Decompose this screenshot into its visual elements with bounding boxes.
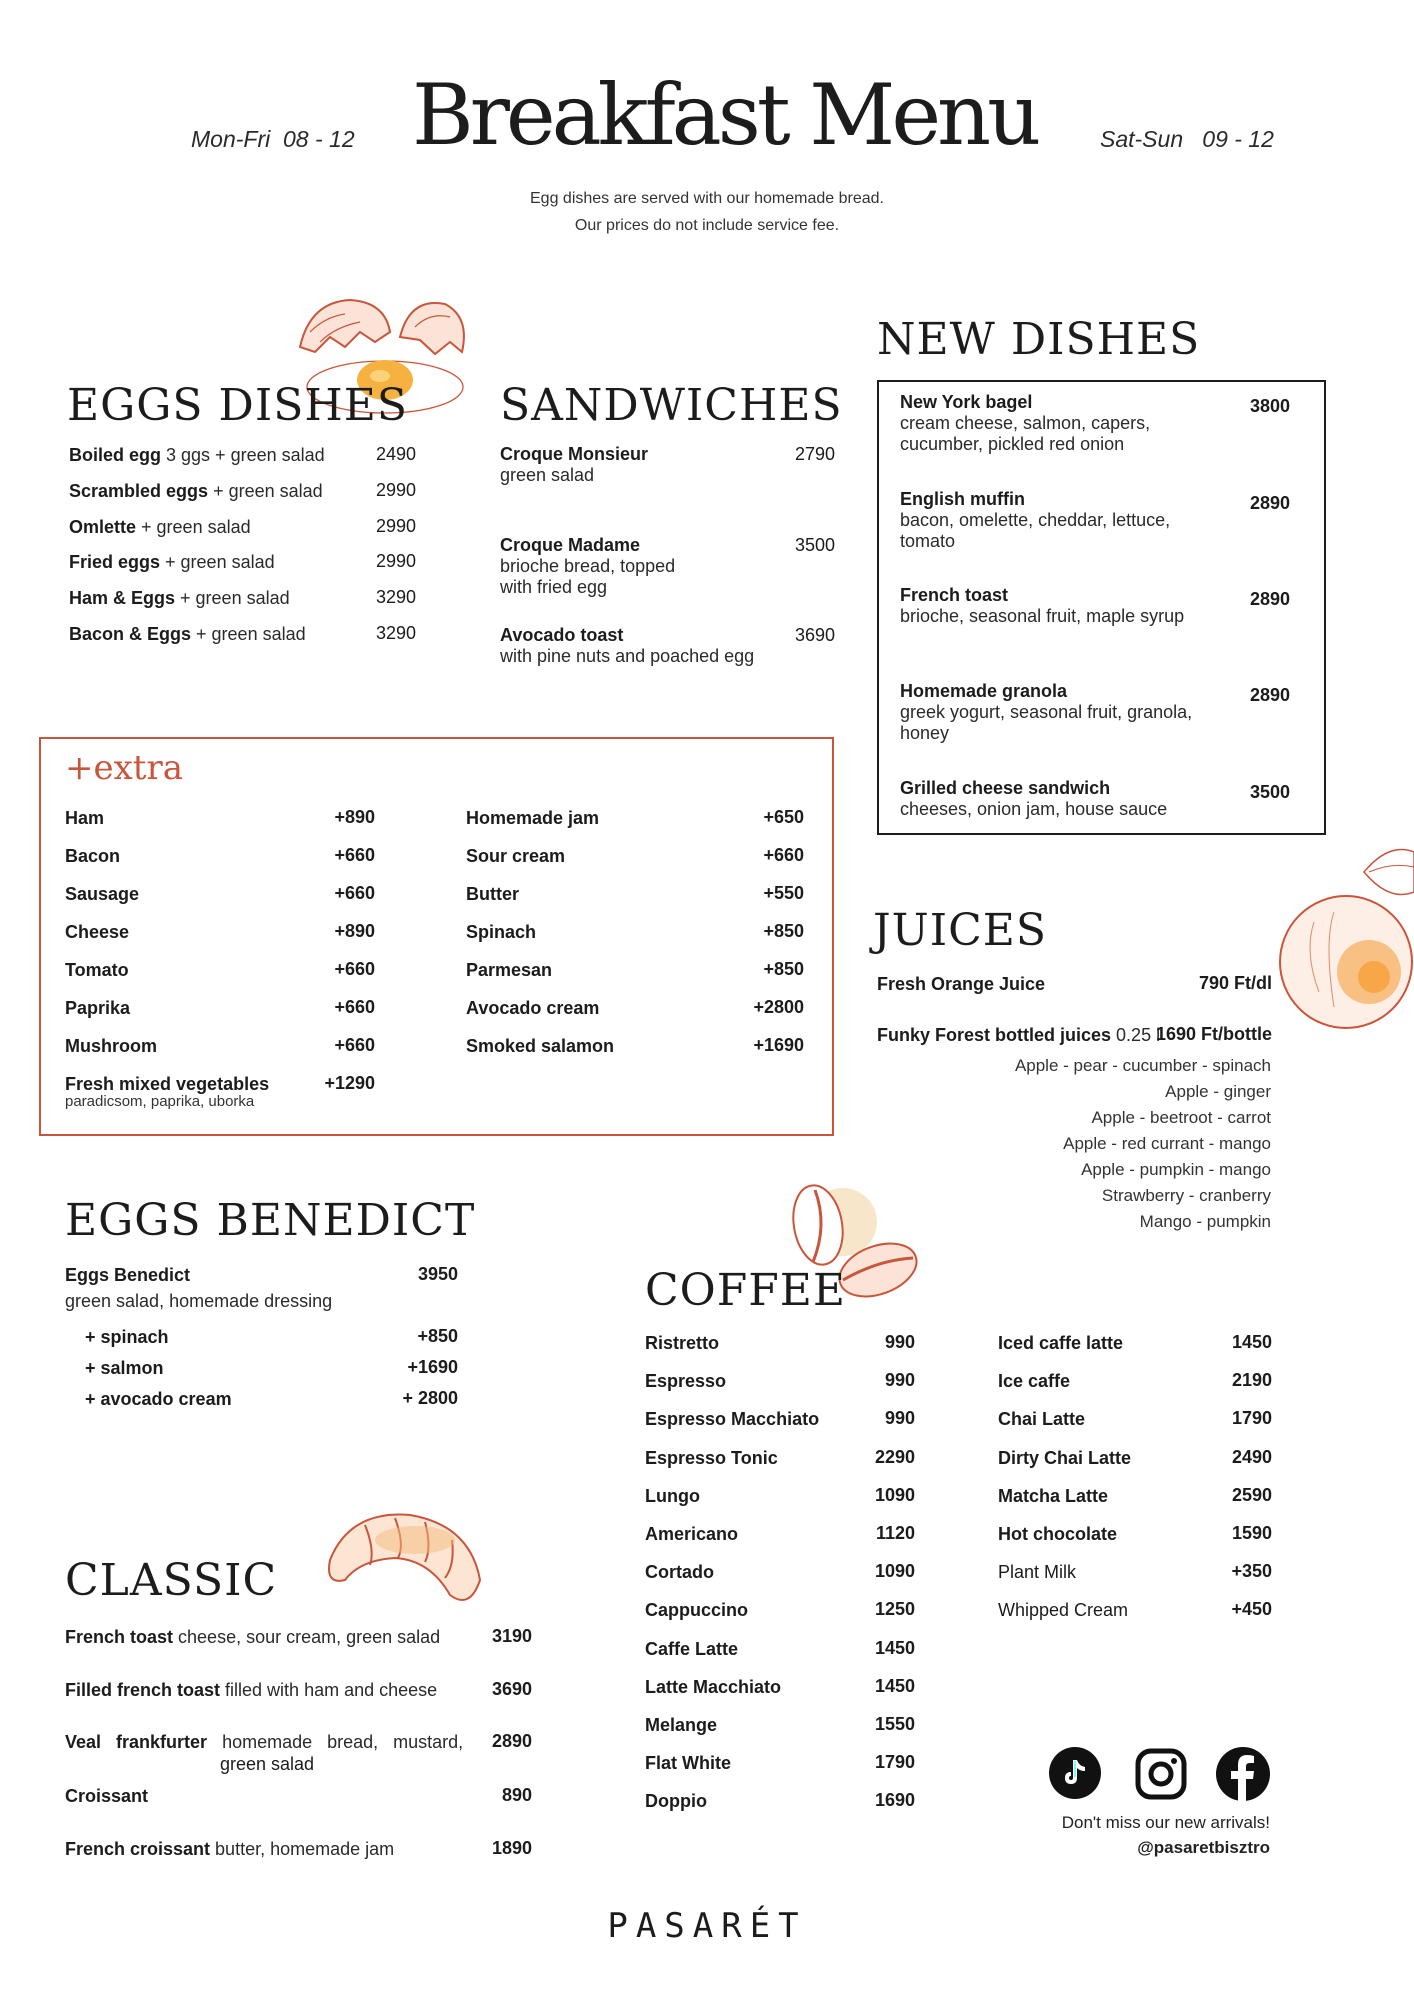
new-dish-item [900,778,1200,820]
extra-item-name: Sausage [65,884,140,904]
orange-illustration [1274,832,1414,1032]
egg-dish-row [69,587,290,609]
sandwich-price: 3690 [794,625,835,645]
sandwich-desc: green salad [500,465,595,485]
coffee-item-price: 990 [884,1370,915,1391]
classic-item-price: 890 [501,1785,532,1805]
extra-item-price: +660 [334,883,375,903]
extra-item-name: Homemade jam [466,808,600,828]
extra-item-price: +1290 [324,1073,375,1093]
new-dish-price: 2890 [1249,493,1290,513]
classic-item [65,1731,463,1753]
extra-title: +extra [65,748,183,788]
new-dish-item [900,585,1200,627]
facebook-icon[interactable] [1216,1747,1270,1801]
coffee-item-name: Whipped Cream [998,1600,1129,1621]
classic-item [65,1785,148,1807]
sandwich-name: Avocado toast [500,625,624,645]
classic-item-name: Croissant [65,1786,149,1806]
coffee-item-name: Caffe Latte [645,1638,739,1659]
extra-item-name: Sour cream [466,846,566,866]
egg-dish-name: Scrambled eggs [69,480,209,501]
coffee-item-name: Flat White [645,1753,731,1774]
new-dish-price: 2890 [1249,589,1290,609]
extra-veg-note: paradicsom, paprika, uborka [65,1093,255,1110]
weekday-hours: Mon-Fri 08 - 12 [191,126,355,152]
new-dish-name: English muffin [900,489,1025,509]
sandwich-item [500,444,800,486]
egg-dish-desc: + green salad [160,552,275,573]
juice-flavor: Apple - beetroot - carrot [1091,1108,1271,1127]
benedict-addon-price: +1690 [407,1357,458,1377]
sandwich-desc: brioche bread, topped [500,556,676,576]
coffee-item-price: 990 [884,1332,915,1352]
extra-item-price: +890 [334,921,375,941]
coffee-item-name: Americano [645,1524,739,1544]
classic-item-price: 3190 [491,1626,532,1646]
egg-dish-price: 3290 [375,587,416,608]
orange-juice-price: 790 Ft/dl [1198,973,1272,993]
classic-item [65,1626,440,1648]
sandwich-name: Croque Madame [500,535,641,555]
classic-item-name: French toast [65,1627,174,1647]
extra-item-price: +550 [763,883,804,903]
egg-dish-price: 2990 [375,551,416,572]
classic-item [65,1679,437,1701]
classic-item-price: 2890 [491,1731,532,1751]
coffee-item-name: Ristretto [645,1333,720,1353]
new-dish-name: Grilled cheese sandwich [900,778,1111,798]
extra-item-name: Spinach [466,922,537,942]
coffee-item-name: Espresso Tonic [645,1447,778,1468]
egg-dish-price: 2990 [375,479,416,500]
extra-item-name: Butter [466,884,519,904]
extra-item-price: +2800 [753,997,804,1017]
classic-title: CLASSIC [65,1555,278,1606]
classic-item-price: 1890 [491,1838,532,1858]
egg-dish-price: 2990 [375,515,416,536]
extra-item-price: +850 [763,921,804,941]
new-dish-name: French toast [900,585,1009,605]
extra-item-price: +660 [334,959,375,979]
eggs-dishes-title: EGGS DISHES [67,380,408,431]
benedict-addon-name: + spinach [85,1327,169,1347]
extra-item-name: Avocado cream [466,998,600,1018]
bottled-juice-name: Funky Forest bottled juices 0.25 l [877,1025,1161,1045]
extra-item-price: +660 [763,845,804,865]
coffee-item-price: 1090 [874,1484,915,1505]
new-dish-desc: greek yogurt, seasonal fruit, granola, [900,702,1193,722]
coffee-item-name: Ice caffe [998,1371,1071,1392]
juice-flavor: Apple - pear - cucumber - spinach [1014,1056,1271,1075]
classic-item-name: Filled french toast [65,1680,221,1700]
extra-item-price: +1690 [753,1035,804,1055]
new-dish-desc: cream cheese, salmon, capers, [900,413,1151,433]
egg-dish-desc: + green salad [208,480,323,501]
bottled-juice-price: 1690 Ft/bottle [1155,1024,1272,1044]
egg-dish-name: Boiled egg [69,445,162,465]
note-line-1: Egg dishes are served with our homemade bread. [530,190,884,207]
benedict-addon-price: +850 [417,1326,458,1346]
egg-dish-name: Fried eggs [69,552,161,573]
coffee-item-name: Doppio [645,1791,707,1812]
sandwich-item [500,625,800,667]
extra-item-price: +660 [334,997,375,1017]
juice-flavor: Apple - red currant - mango [1063,1134,1271,1153]
egg-dish-name: Ham & Eggs [69,588,176,609]
coffee-item-name: Chai Latte [998,1409,1086,1430]
new-dish-price: 2890 [1249,685,1290,705]
benedict-addon-name: + avocado cream [85,1389,232,1409]
sandwiches-title: SANDWICHES [500,380,843,431]
coffee-item-price: 990 [884,1408,915,1429]
new-dish-item [900,392,1200,455]
extra-item-name: Bacon [65,846,121,866]
juices-title: JUICES [873,905,1048,956]
page-title: Breakfast Menu [412,66,1038,164]
new-dish-desc: bacon, omelette, cheddar, lettuce, [900,510,1171,530]
egg-dish-desc: + green salad [136,516,251,537]
benedict-addon-price: + 2800 [402,1388,458,1408]
coffee-item-price: 2590 [1231,1484,1272,1505]
egg-dish-desc: 3 ggs + green salad [161,445,325,465]
coffee-item-price: 2190 [1231,1370,1272,1391]
coffee-item-name: Lungo [645,1485,700,1506]
sandwich-name: Croque Monsieur [500,444,649,464]
extra-item-name: Ham [65,808,105,828]
new-dish-desc: brioche, seasonal fruit, maple syrup [900,606,1185,626]
extra-item-price: +660 [334,1035,375,1055]
classic-item [65,1838,394,1860]
coffee-item-name: Espresso Macchiato [645,1409,820,1430]
sandwich-price: 2790 [794,444,835,464]
eggs-benedict-name: Eggs Benedict [65,1265,191,1285]
extra-item-price: +650 [763,807,804,827]
extra-item-name: Paprika [65,998,131,1018]
classic-item-price: 3690 [491,1679,532,1699]
instagram-icon[interactable] [1134,1747,1188,1801]
classic-item-desc: homemade bread, mustard, [207,1732,464,1752]
coffee-item-name: Iced caffe latte [998,1333,1124,1353]
classic-item-name: Veal frankfurter [65,1732,208,1752]
coffee-item-price: 1090 [874,1561,915,1582]
juice-flavor: Mango - pumpkin [1139,1212,1271,1231]
coffee-item-price: +450 [1231,1599,1272,1620]
note-line-2: Our prices do not include service fee. [574,217,840,234]
extra-item-price: +890 [334,807,375,827]
egg-dish-row [69,551,275,573]
egg-dish-row [69,623,306,645]
brand-logo: PASARÉT [607,1906,807,1946]
egg-dish-name: Bacon & Eggs [69,624,192,644]
egg-dish-name: Omlette [69,516,137,537]
classic-item-desc: filled with ham and cheese [220,1680,438,1700]
new-dishes-title: NEW DISHES [877,314,1201,365]
sandwich-desc: with pine nuts and poached egg [500,646,755,666]
coffee-item-price: 1550 [874,1714,915,1734]
coffee-item-price: 1790 [874,1752,915,1773]
extra-item-name: Fresh mixed vegetables [65,1074,270,1094]
classic-item-desc-2: green salad [220,1754,315,1774]
coffee-item-name: Matcha Latte [998,1485,1109,1506]
new-dish-price: 3500 [1249,782,1290,802]
extra-item-name: Smoked salamon [466,1036,615,1056]
new-dish-desc: cheeses, onion jam, house sauce [900,799,1168,819]
egg-dish-price: 2490 [375,444,416,464]
coffee-item-price: 1690 [874,1790,915,1811]
egg-dish-row [69,516,251,538]
juice-flavor: Apple - ginger [1165,1082,1271,1101]
coffee-item-price: 2290 [874,1446,915,1467]
extra-item-price: +850 [763,959,804,979]
coffee-item-price: 1450 [874,1637,915,1658]
new-dish-desc-2: cucumber, pickled red onion [900,434,1125,454]
classic-item-desc: butter, homemade jam [210,1839,395,1859]
new-dish-price: 3800 [1249,396,1290,416]
social-handle[interactable]: @pasaretbisztro [1137,1838,1270,1857]
croissant-illustration [320,1500,490,1620]
coffee-item-price: 1450 [874,1675,915,1696]
new-dish-item [900,681,1200,744]
egg-dish-desc: + green salad [191,624,306,644]
coffee-item-name: Hot chocolate [998,1524,1118,1544]
eggs-benedict-price: 3950 [417,1264,458,1284]
extra-item-name: Cheese [65,922,130,942]
coffee-item-price: 1120 [875,1523,915,1543]
coffee-item-name: Cappuccino [645,1600,749,1621]
benedict-addon-name: + salmon [85,1358,164,1378]
extra-item-name: Tomato [65,960,129,980]
extra-item-name: Mushroom [65,1036,157,1056]
new-dish-item [900,489,1200,552]
new-dish-name: Homemade granola [900,681,1068,701]
coffee-item-price: 1250 [874,1599,915,1620]
eggs-benedict-title: EGGS BENEDICT [65,1195,476,1246]
weekend-hours: Sat-Sun 09 - 12 [1100,126,1274,152]
coffee-title: COFFEE [645,1265,847,1316]
coffee-item-name: Latte Macchiato [645,1676,782,1697]
new-dish-desc-2: honey [900,723,950,743]
sandwich-desc-2: with fried egg [500,577,608,597]
coffee-item-price: 1450 [1231,1332,1272,1352]
new-dish-desc-2: tomato [900,531,956,551]
sandwich-item [500,535,800,598]
coffee-item-name: Plant Milk [998,1562,1077,1583]
juice-flavor: Apple - pumpkin - mango [1081,1160,1271,1179]
social-promo-text: Don't miss our new arrivals! [1061,1813,1270,1832]
egg-dish-row [69,480,323,502]
egg-dish-price: 3290 [375,623,416,643]
new-dish-name: New York bagel [900,392,1033,412]
classic-item-desc: cheese, sour cream, green salad [173,1627,441,1647]
coffee-item-name: Melange [645,1715,718,1735]
coffee-item-price: 1590 [1231,1523,1272,1543]
egg-dish-desc: + green salad [175,588,290,609]
coffee-item-name: Espresso [645,1371,727,1392]
eggs-benedict-desc: green salad, homemade dressing [65,1291,333,1311]
coffee-item-name: Cortado [645,1562,714,1583]
orange-juice-name: Fresh Orange Juice [877,974,1046,994]
sandwich-price: 3500 [794,535,835,555]
juice-flavor: Strawberry - cranberry [1101,1186,1271,1205]
coffee-item-name: Dirty Chai Latte [998,1447,1132,1468]
extra-item-name: Parmesan [466,960,553,980]
coffee-item-price: +350 [1231,1561,1272,1582]
coffee-item-price: 2490 [1231,1446,1272,1467]
egg-dish-row [69,444,325,466]
tiktok-icon[interactable] [1049,1747,1101,1799]
coffee-item-price: 1790 [1231,1408,1272,1429]
classic-item-name: French croissant [65,1839,211,1859]
extra-item-price: +660 [334,845,375,865]
